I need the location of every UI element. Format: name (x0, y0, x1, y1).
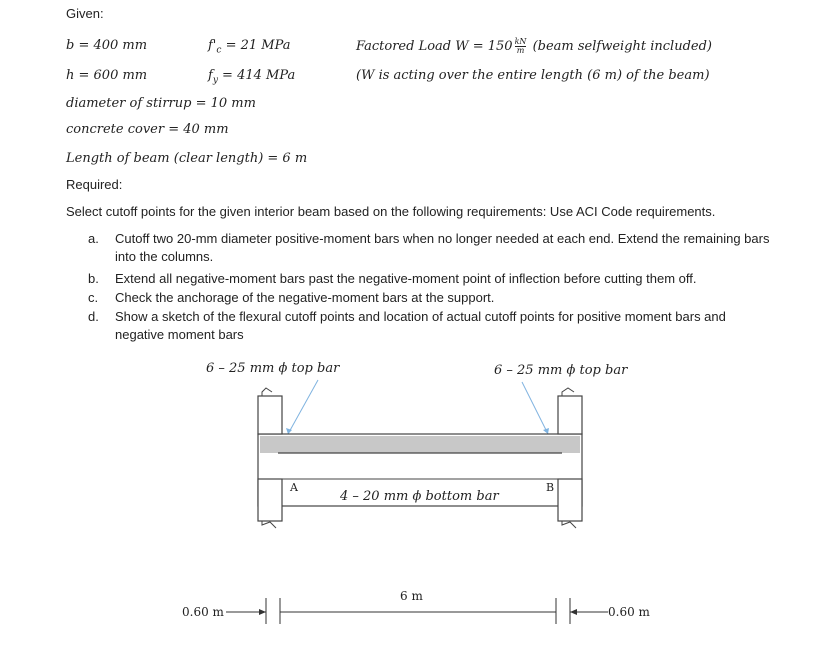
fy-value: = 414 MPa (217, 68, 296, 83)
fc-symbol: f' (208, 38, 217, 53)
given-stirrup: diameter of stirrup = 10 mm (66, 96, 256, 111)
given-length: Length of beam (clear length) = 6 m (66, 151, 308, 166)
right-column-break-top (562, 388, 574, 396)
list-item-text: Cutoff two 20-mm diameter positive-moment bars when no longer needed at each end. Extend the remaining bars into the columns. (115, 231, 770, 264)
load-note: (beam selfweight included) (532, 39, 712, 54)
load-unit-denominator: m (516, 46, 525, 55)
list-item-label: d. (88, 309, 99, 324)
fc-subscript: c (216, 45, 222, 56)
point-a-label: A (290, 481, 298, 494)
list-item-text: Check the anchorage of the negative-moment bars at the support. (115, 290, 495, 305)
list-item-text: Show a sketch of the flexural cutoff points and location of actual cutoff points for positive moment bars and negative moment bars (115, 309, 726, 342)
list-item-label: b. (88, 271, 99, 286)
left-column-upper (258, 396, 282, 434)
fy-subscript: y (212, 75, 218, 86)
left-column-width-label: 0.60 m (182, 605, 224, 619)
list-item-label: c. (88, 290, 99, 305)
right-column-width-arrowhead (570, 609, 577, 615)
load-unit-numerator: kN (514, 37, 527, 46)
given-load-extent: (W is acting over the entire length (6 m) of the beam) (356, 68, 710, 83)
span-dimension-label: 6 m (400, 589, 423, 603)
top-bar-left-label: 6 – 25 mm ϕ top bar (206, 361, 340, 376)
fy-symbol: f (208, 68, 213, 83)
left-column-break-top (262, 388, 272, 396)
right-column-upper (558, 396, 582, 434)
right-column-break-bottom (562, 521, 576, 528)
required-intro: Select cutoff points for the given interior beam based on the following requirements: Use ACI Code requirements. (66, 204, 716, 219)
given-h: h = 600 mm (66, 68, 148, 83)
top-bar-left-leader (288, 380, 318, 434)
given-heading: Given: (66, 6, 104, 21)
given-b: b = 400 mm (66, 38, 148, 53)
given-cover: concrete cover = 40 mm (66, 122, 229, 137)
point-b-label: B (546, 481, 555, 494)
bottom-bar-label: 4 – 20 mm ϕ bottom bar (340, 489, 499, 504)
right-column-width-label: 0.60 m (608, 605, 650, 619)
list-item-text: Extend all negative-moment bars past the negative-moment point of inflection before cutting them off. (115, 271, 697, 286)
right-column-lower (558, 479, 582, 521)
top-bar-right-leader (522, 382, 548, 434)
required-heading: Required: (66, 177, 123, 192)
beam-top-band (260, 436, 580, 453)
top-bar-right-label: 6 – 25 mm ϕ top bar (494, 363, 628, 378)
fc-value: = 21 MPa (221, 38, 291, 53)
left-column-lower (258, 479, 282, 521)
left-column-break-bottom (262, 521, 276, 528)
list-item-label: a. (88, 231, 99, 246)
left-column-width-arrowhead (259, 609, 266, 615)
load-text: Factored Load W = 150 (356, 39, 513, 54)
